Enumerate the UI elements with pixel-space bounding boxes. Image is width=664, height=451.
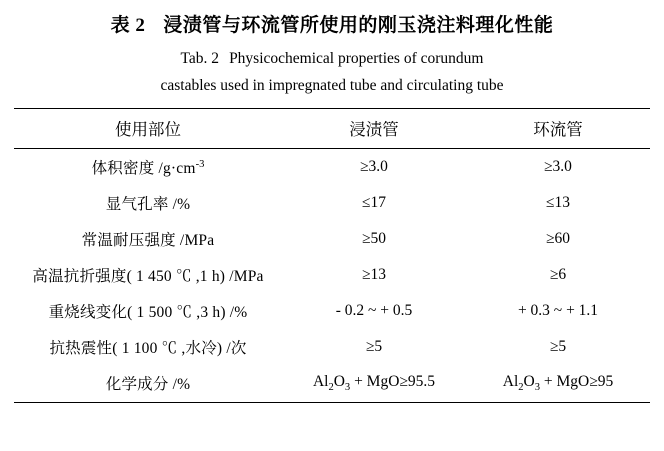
caption-english (14, 47, 650, 98)
cell-circulating: ≥6 (549, 266, 567, 284)
row-label (14, 365, 282, 403)
table-row (14, 257, 650, 293)
cell-impregnated (282, 365, 466, 403)
row-label (14, 329, 282, 365)
row-label (14, 221, 282, 257)
cell-impregnated: ≥13 (361, 266, 386, 284)
cell-impregnated: ≥50 (361, 230, 386, 248)
row-label (14, 185, 282, 221)
table-row (14, 365, 650, 403)
properties-table (14, 108, 650, 403)
cell-impregnated: - 0.2 ~ + 0.5 (335, 302, 413, 320)
cell-circulating: ≥60 (545, 230, 570, 248)
cell-circulating: ≥5 (549, 338, 567, 356)
column-header-item: 使用部位 (14, 109, 282, 149)
column-header-impregnated-tube: 浸渍管 (282, 109, 466, 149)
table-body (14, 149, 650, 403)
cell-circulating-chem: $Al_2O_3 + MgO\ge 95$ (502, 372, 614, 394)
row-label-text: 高温抗折强度( 1 450 ℃ ,1 h) /MPa (32, 268, 264, 286)
row-label-text: 抗热震性( 1 100 ℃ ,水冷) /次 (49, 340, 247, 358)
cell-impregnated: ≥3.0 (360, 158, 388, 176)
row-label-superscript: -3 (195, 158, 205, 170)
table-header (14, 109, 650, 149)
cell-circulating (466, 365, 650, 403)
table-figure-page (0, 10, 664, 451)
row-label-text: 重烧线变化( 1 500 ℃ ,3 h) /% (48, 304, 248, 322)
column-header-circulating-tube: 环流管 (466, 109, 650, 149)
table-header-row (14, 109, 650, 149)
row-label (14, 293, 282, 329)
cell-impregnated: ≤17 (361, 194, 386, 212)
cell-circulating: + 0.3 ~ + 1.1 (517, 302, 599, 320)
row-label-text: 化学成分 /% (105, 376, 191, 394)
row-label (14, 149, 282, 186)
row-label (14, 257, 282, 293)
cell-impregnated: ≥5 (365, 338, 383, 356)
table-row (14, 149, 650, 186)
table-row (14, 221, 650, 257)
cell-circulating: ≥3.0 (544, 158, 572, 176)
caption-chinese-label: 表 2 (110, 15, 146, 36)
table-row (14, 185, 650, 221)
cell-circulating: ≤13 (545, 194, 570, 212)
cell-impregnated-chem: $Al_2O_3 + MgO\ge 95.5$ (312, 372, 436, 394)
caption-chinese-title: 浸渍管与环流管所使用的刚玉浇注料理化性能 (163, 15, 554, 36)
table-row (14, 293, 650, 329)
table-row (14, 329, 650, 365)
row-label-text: 体积密度 /g·cm (91, 160, 196, 178)
caption-english-line1: Physicochemical properties of corundum (229, 50, 484, 67)
caption-english-label: Tab. 2 (180, 50, 220, 67)
row-label-text: 显气孔率 /% (105, 196, 191, 214)
row-label-text: 常温耐压强度 /MPa (81, 232, 215, 250)
caption-english-line2: castables used in impregnated tube and circulating tube (160, 77, 504, 95)
caption-chinese (14, 10, 650, 37)
